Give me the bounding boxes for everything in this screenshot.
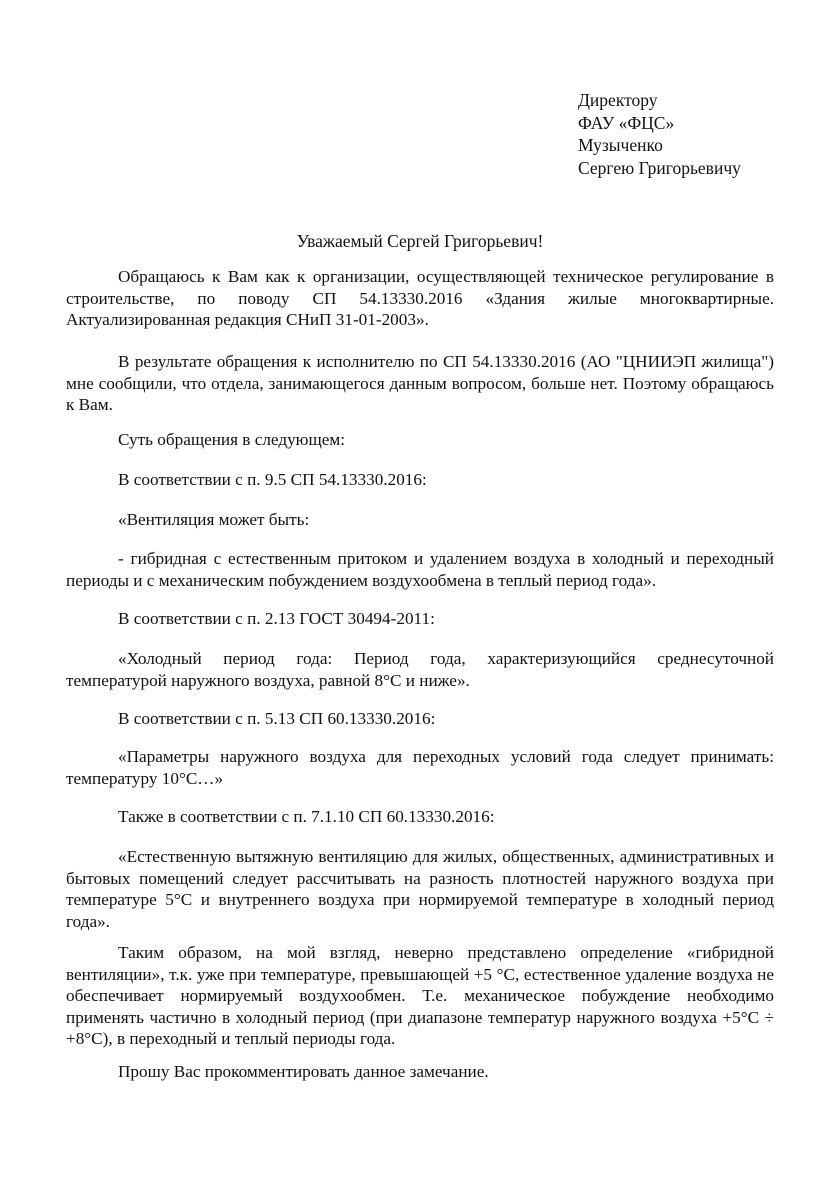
paragraph-ref-sp54: В соответствии с п. 9.5 СП 54.13330.2016: xyxy=(118,470,427,489)
salutation: Уважаемый Сергей Григорьевич! xyxy=(296,231,544,251)
paragraph-essence: Суть обращения в следующем: xyxy=(118,430,346,449)
paragraph-intro: Обращаюсь к Вам как к организации, осуществляющей техническое регулирование в строительстве, по поводу СП 54.13330.2016 «Здания жилые многоквартирные. Актуализированная редакция СНиП 31-01-2003». xyxy=(66,267,774,329)
paragraph-ref-gost: В соответствии с п. 2.13 ГОСТ 30494-2011: xyxy=(118,609,435,628)
paragraph-quote-cold-period: «Холодный период года: Период года, характеризующийся среднесуточной температурой наружного воздуха, равной 8°С и ниже». xyxy=(66,649,774,690)
paragraph-request: Прошу Вас прокомментировать данное замечание. xyxy=(118,1062,489,1081)
paragraph-quote-ventilation: «Вентиляция может быть: xyxy=(118,510,310,529)
addressee-name: Сергею Григорьевичу xyxy=(578,157,741,178)
addressee-title: Директору xyxy=(578,90,658,110)
paragraph-quote-hybrid: - гибридная с естественным притоком и удалением воздуха в холодный и переходный периоды и с механическим побуждением воздухообмена в теплый период года». xyxy=(66,549,774,590)
paragraph-conclusion: Таким образом, на мой взгляд, неверно представлено определение «гибридной вентиляции», т.к. уже при температуре, превышающей +5 °С, естественное удаление воздуха не обеспечивает нормируемый воздухообмен. Т.е. механическое побуждение необходимо применять частично в холодный период (при диапазоне температур наружного воздуха +5°С ÷ +8°С), в переходный и теплый периоды года. xyxy=(66,943,774,1048)
addressee-surname: Музыченко xyxy=(578,135,663,155)
addressee-organization: ФАУ «ФЦС» xyxy=(578,112,675,133)
paragraph-ref-sp60-513: В соответствии с п. 5.13 СП 60.13330.2016: xyxy=(118,709,436,728)
paragraph-ref-sp60-7110: Также в соответствии с п. 7.1.10 СП 60.13330.2016: xyxy=(118,807,495,826)
addressee-block xyxy=(578,89,741,179)
paragraph-contact-result: В результате обращения к исполнителю по СП 54.13330.2016 (АО "ЦНИИЭП жилища") мне сообщили, что отдела, занимающегося данным вопросом, больше нет. Поэтому обращаюсь к Вам. xyxy=(66,352,774,414)
paragraph-quote-transition: «Параметры наружного воздуха для переходных условий года следует принимать: температуру 10°С…» xyxy=(66,747,774,788)
paragraph-quote-natural-exhaust: «Естественную вытяжную вентиляцию для жилых, общественных, административных и бытовых помещений следует рассчитывать на разность плотностей наружного воздуха при температуре 5°С и внутреннего воздуха при нормируемой температуре в холодный период года». xyxy=(66,847,774,931)
